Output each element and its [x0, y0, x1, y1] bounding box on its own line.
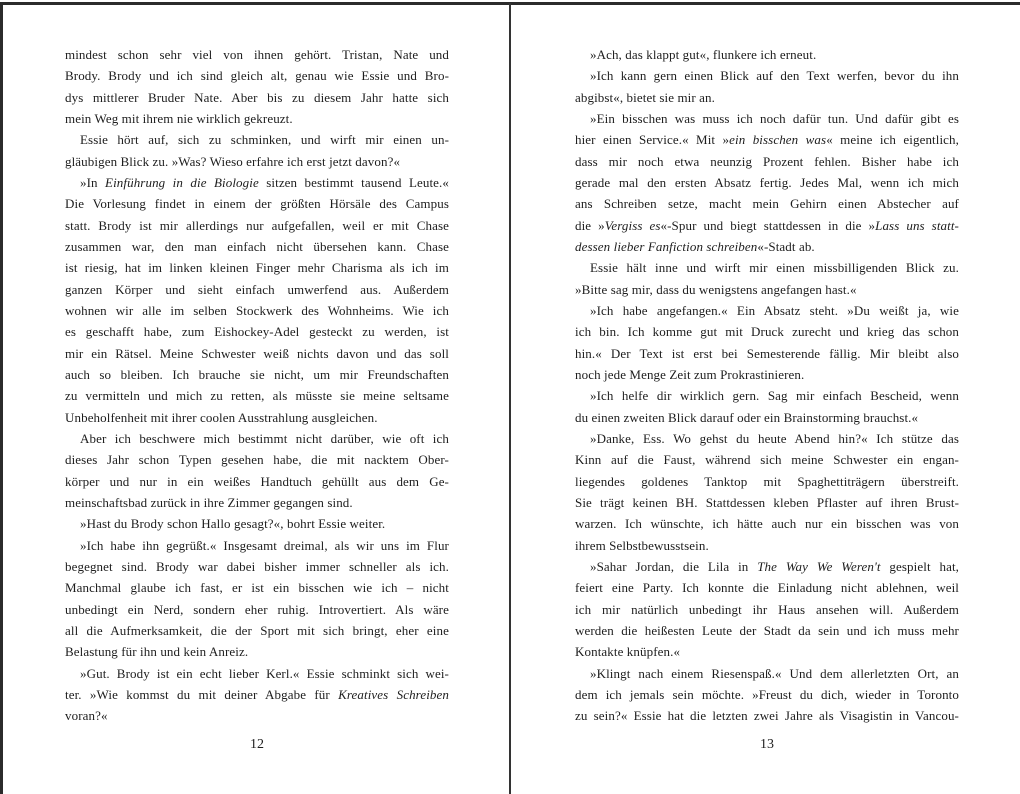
text-line: Sie trägt keinen BH. Stattdessen kleben Pflaster auf ihren Brust-: [575, 494, 959, 510]
text-line: »Ich kann gern einen Blick auf den Text werfen, bevor du ihn: [590, 68, 959, 84]
text-line: »Bitte sag mir, dass du wenigstens angefangen hast.«: [575, 281, 857, 297]
text-line: zusammen war, den man einfach nicht übersehen kann. Chase: [65, 238, 449, 254]
text-line: zu vermitteln und mich zu retten, als müsste sie meine seltsame: [65, 388, 449, 404]
text-line: wohnen wir alle im selben Stockwerk des Wohnheims. Wie ich: [65, 302, 449, 318]
text-line: dass mir noch etwa neunzig Prozent fehlen. Bisher habe ich: [575, 153, 959, 169]
text-line: Aber ich beschwere mich bestimmt nicht darüber, wie oft ich: [80, 430, 449, 446]
text-line: mir ein Rätsel. Meine Schwester weiß nichts davon und das soll: [65, 345, 449, 361]
text-line: ganzen Körper und sieht einfach umwerfend aus. Außerdem: [65, 281, 449, 297]
text-line: »Gut. Brody ist ein echt lieber Kerl.« Essie schminkt sich wei-: [80, 665, 449, 681]
text-line: die »Vergiss es«-Spur und biegt stattdessen in die »Lass uns statt-: [575, 217, 959, 233]
text-line: »Ach, das klappt gut«, flunkere ich erneut.: [590, 47, 817, 62]
text-line: ans Schreiben setze, macht mein Gehirn einen Abstecher auf: [575, 196, 959, 212]
text-line: Brody. Brody und ich sind gleich alt, genau wie Essie und Bro-: [65, 68, 449, 84]
text-line: dessen lieber Fanfiction schreiben«-Stadt ab.: [575, 238, 815, 254]
text-line: »Danke, Ess. Wo gehst du heute Abend hin?« Ich stütze das: [590, 430, 959, 446]
text-line: Essie hält inne und wirft mir einen missbilligenden Blick zu.: [590, 260, 959, 276]
text-line: zu sein?« Essie hat die letzten zwei Jahre als Visagistin in Vancou-: [575, 708, 959, 724]
text-line: liegendes goldenes Tanktop mit Spaghettiträgern überstreift.: [575, 473, 959, 489]
text-line: du einen zweiten Blick darauf oder ein Brainstorming brauchst.«: [575, 409, 919, 425]
text-line: begegnet sind. Brody war dabei bisher immer schneller als ich.: [65, 558, 449, 574]
text-line: körper und nur in ein weißes Handtuch gehüllt aus dem Ge-: [65, 473, 449, 489]
text-line: ter. »Wie kommst du mit deiner Abgabe für Kreatives Schreiben: [65, 686, 449, 702]
text-line: »Klingt nach einem Riesenspaß.« Und dem allerletzten Ort, an: [590, 665, 959, 681]
text-line: dys mittlerer Bruder Nate. Aber bis zu diesem Jahr hatte sich: [65, 89, 449, 105]
page-number-right: 13: [760, 737, 774, 752]
text-line: ist riesig, hat im linken kleinen Finger mehr Charisma als ich im: [65, 260, 449, 276]
text-line: warzen. Ich wünschte, ich hätte auch nur ein bisschen was von: [575, 516, 959, 532]
text-line: gläubigen Blick zu. »Was? Wieso erfahre ich erst jetzt davon?«: [65, 153, 401, 169]
text-line: »Hast du Brody schon Hallo gesagt?«, bohrt Essie weiter.: [80, 516, 386, 532]
text-line: meinschaftsbad zurück in ihre Zimmer gegangen sind.: [65, 494, 353, 510]
page-gutter-divider: [509, 3, 511, 794]
text-line: auch so bleiben. Ich brauche sie nicht, um mir Freundschaften: [65, 366, 449, 382]
page-left-text: [65, 44, 449, 727]
text-line: »Sahar Jordan, die Lila in The Way We Weren't gespielt hat,: [590, 558, 959, 574]
text-line: es geschafft habe, zum Eishockey-Adel gesteckt zu werden, ist: [65, 324, 449, 340]
text-line: »Ich habe angefangen.« Ein Absatz steht. »Du weißt ja, wie: [590, 302, 959, 318]
text-line: »Ich helfe dir wirklich gern. Sag mir einfach Bescheid, wenn: [590, 388, 959, 404]
text-line: feiert eine Party. Ich konnte die Einladung nicht ablehnen, weil: [575, 580, 959, 596]
text-line: Unbeholfenheit mit ihrer coolen Ausstrahlung ausgleichen.: [65, 409, 378, 425]
text-line: Kontakte knüpfen.«: [575, 644, 681, 660]
text-line: Essie hört auf, sich zu schminken, und wirft mir einen un-: [80, 132, 449, 148]
text-line: ich mir natürlich unbedingt ihr Haus ansehen will. Außerdem: [575, 601, 959, 617]
text-line: »Ich habe ihn gegrüßt.« Insgesamt dreimal, als wir uns im Flur: [80, 537, 449, 553]
text-line: Die Vorlesung findet in einem der größten Hörsäle des Campus: [65, 196, 449, 212]
text-line: voran?«: [65, 708, 108, 724]
left-border-line: [0, 2, 3, 794]
text-line: noch jede Menge Zeit zum Prokrastinieren.: [575, 366, 805, 382]
text-line: hier einen Service.« Mit »ein bisschen was« meine ich eigentlich,: [575, 132, 959, 148]
text-line: Kinn auf die Faust, während sich meine Schwester ein engan-: [575, 452, 959, 468]
page-number-left: 12: [250, 737, 264, 752]
text-line: ich bin. Ich komme gut mit Druck zurecht und krieg das schon: [575, 324, 959, 340]
text-line: Manchmal glaube ich fast, er ist ein bisschen wie ich – nicht: [65, 580, 449, 596]
text-line: all die Aufmerksamkeit, die der Sport mit sich bringt, eher eine: [65, 622, 449, 638]
text-line: unbedingt ein Nerd, sondern eher ruhig. Introvertiert. Als wäre: [65, 601, 449, 617]
text-line: gerade mal den ersten Absatz fertig. Jedes Mal, wenn ich mich: [575, 174, 959, 190]
text-line: werden die heißesten Leute der Stadt da sein und ich muss mehr: [575, 622, 959, 638]
text-line: abgibst«, bietet sie mir an.: [575, 89, 715, 105]
text-line: dieses Jahr schon Typen gesehen habe, die mit nacktem Ober-: [65, 452, 449, 468]
text-line: statt. Brody ist mir allerdings nur aufgefallen, weil er mit Chase: [65, 217, 449, 233]
text-line: »Ein bisschen was muss ich noch dafür tun. Und dafür gibt es: [590, 110, 959, 126]
text-line: »In Einführung in die Biologie sitzen bestimmt tausend Leute.«: [80, 174, 449, 190]
page-right-text: [575, 44, 959, 727]
text-line: hin.« Der Text ist erst bei Semesterende fällig. Mir bleibt also: [575, 345, 959, 361]
text-line: ihrem Selbstbewusstsein.: [575, 537, 709, 553]
text-line: mindest schon sehr viel von ihnen gehört. Tristan, Nate und: [65, 47, 449, 62]
text-line: mein Weg mit ihrem nie wirklich gekreuzt.: [65, 110, 293, 126]
text-line: dem ich jemals sein möchte. »Freust du dich, wieder in Toronto: [575, 686, 959, 702]
text-line: Belastung für ihn und kein Anreiz.: [65, 644, 249, 660]
